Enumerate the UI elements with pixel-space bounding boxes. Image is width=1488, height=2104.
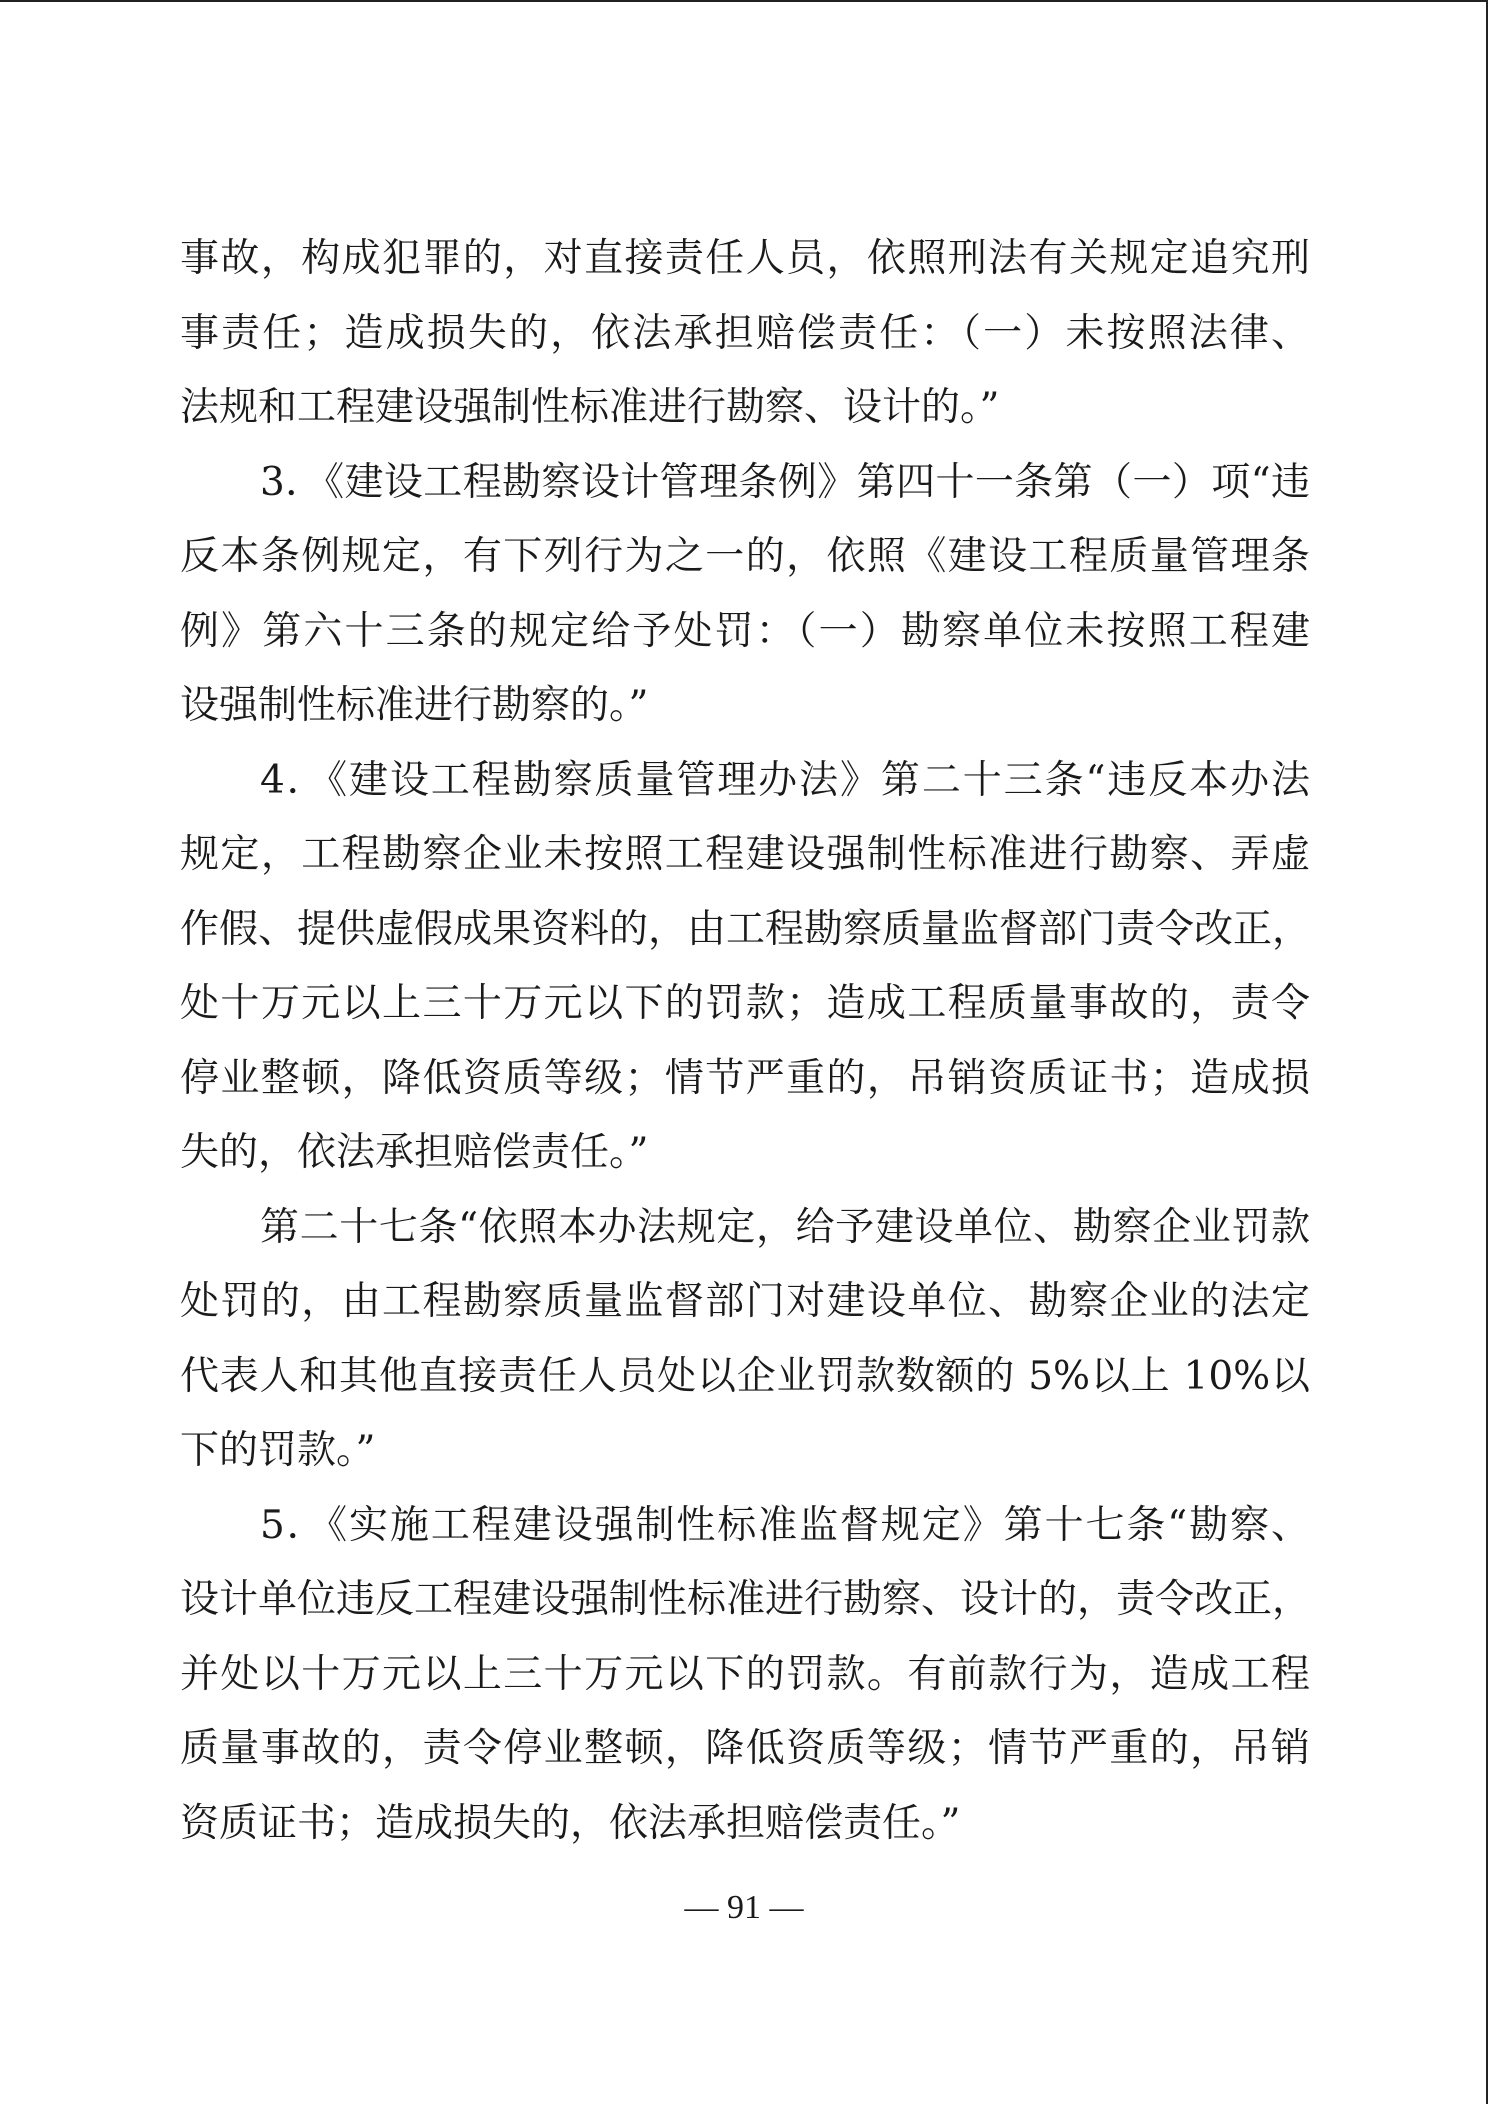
text-line: 法规和工程建设强制性标准进行勘察、设计的。” (180, 385, 1000, 430)
text-line: 资质证书；造成损失的，依法承担赔偿责任。” (180, 1800, 961, 1846)
text-line: 处罚的，由工程勘察质量监督部门对建设单位、勘察企业的法定 (180, 1279, 1310, 1324)
text-line: 停业整顿，降低资质等级；情节严重的，吊销资质证书；造成损 (180, 1055, 1310, 1101)
page-top-border (0, 0, 1488, 2)
text-line: 规定，工程勘察企业未按照工程建设强制性标准进行勘察、弄虚 (180, 832, 1310, 877)
text-line: 处十万元以上三十万元以下的罚款；造成工程质量事故的，责令 (180, 981, 1310, 1026)
text-line: 代表人和其他直接责任人员处以企业罚款数额的 5%以上 10%以 (180, 1353, 1310, 1399)
paragraph-5-start: 5．《实施工程建设强制性标准监督规定》第十七条“勘察、 (260, 1502, 1310, 1548)
text-line: 下的罚款。” (180, 1428, 376, 1473)
text-line: 作假、提供虚假成果资料的，由工程勘察质量监督部门责令改正， (180, 906, 1312, 952)
text-line: 质量事故的，责令停业整顿，降低资质等级；情节严重的，吊销 (180, 1726, 1310, 1771)
paragraph-article-27-start: 第二十七条“依照本办法规定，给予建设单位、勘察企业罚款 (260, 1204, 1310, 1250)
text-line: 事责任；造成损失的，依法承担赔偿责任：（一）未按照法律、 (180, 310, 1310, 356)
text-line: 事故，构成犯罪的，对直接责任人员，依照刑法有关规定追究刑 (180, 236, 1310, 281)
paragraph-3-start: 3．《建设工程勘察设计管理条例》第四十一条第（一）项“违 (260, 459, 1310, 505)
text-line: 失的，依法承担赔偿责任。” (180, 1130, 649, 1175)
text-line: 反本条例规定，有下列行为之一的，依照《建设工程质量管理条 (180, 534, 1310, 579)
text-line: 设强制性标准进行勘察的。” (180, 683, 649, 728)
document-body (180, 222, 1310, 1861)
text-line: 并处以十万元以上三十万元以下的罚款。有前款行为，造成工程 (180, 1651, 1310, 1697)
paragraph-4-start: 4．《建设工程勘察质量管理办法》第二十三条“违反本办法 (260, 757, 1310, 803)
page-number: — 91 — (684, 1889, 804, 1926)
text-line: 例》第六十三条的规定给予处罚：（一）勘察单位未按照工程建 (180, 608, 1310, 654)
text-line: 设计单位违反工程建设强制性标准进行勘察、设计的，责令改正， (180, 1577, 1312, 1622)
